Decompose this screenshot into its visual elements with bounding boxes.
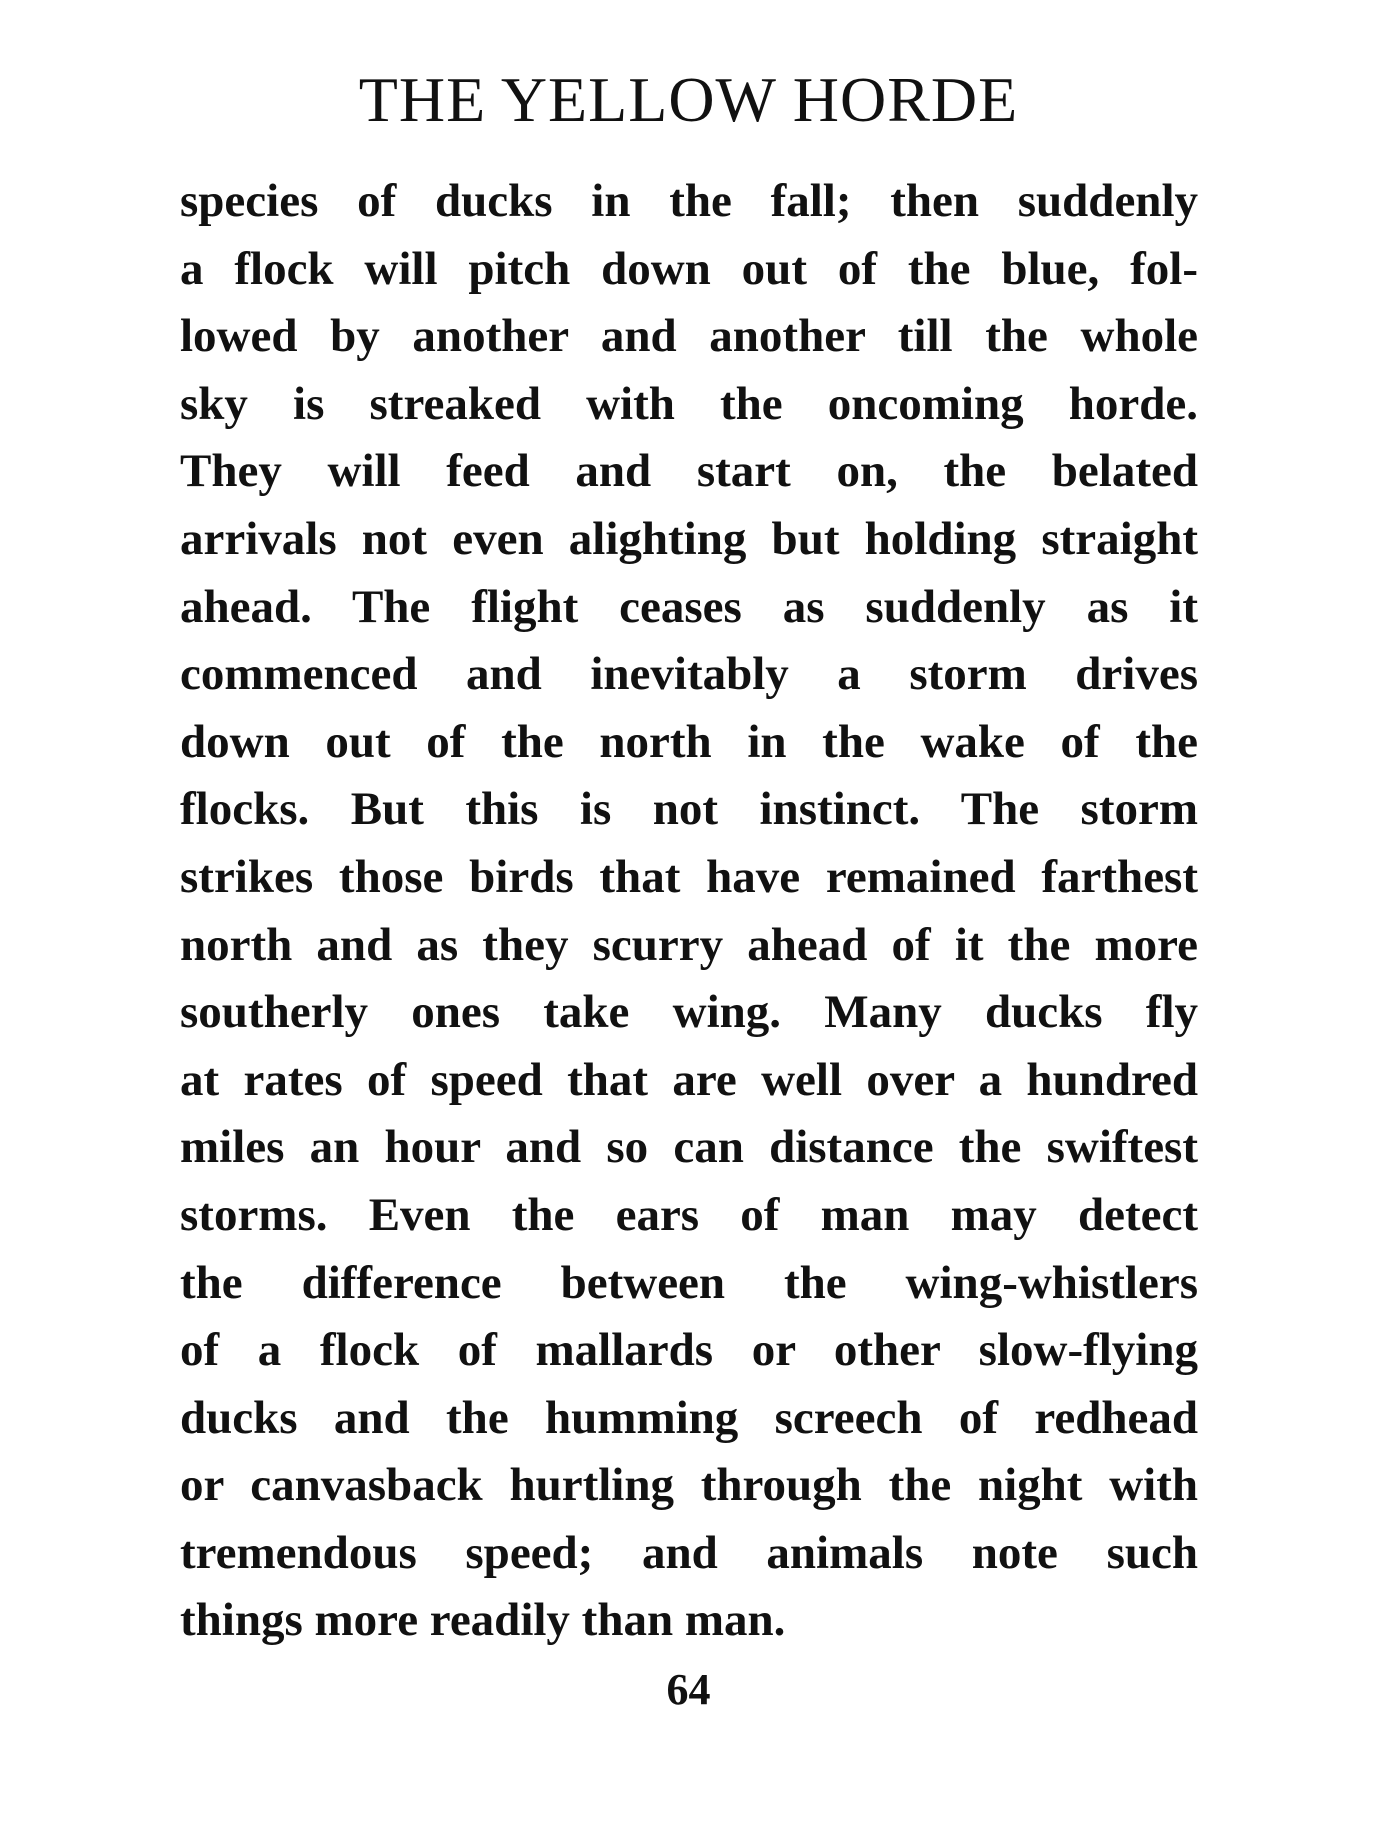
text-line: ducks and the humming screech of redhead xyxy=(180,1391,1198,1444)
text-line: flocks. But this is not instinct. The storm xyxy=(180,783,1198,836)
text-line: at rates of speed that are well over a hundred xyxy=(180,1053,1198,1106)
text-line: strikes those birds that have remained farthest xyxy=(180,850,1198,903)
text-line: They will feed and start on, the belated xyxy=(180,445,1198,498)
text-line: the difference between the wing-whistlers xyxy=(180,1256,1198,1309)
text-line: arrivals not even alighting but holding straight xyxy=(180,512,1198,565)
text-line-last: things more readily than man. xyxy=(180,1594,786,1647)
text-line: of a flock of mallards or other slow-flying xyxy=(180,1324,1198,1377)
text-line: sky is streaked with the oncoming horde. xyxy=(180,377,1198,430)
text-line: tremendous speed; and animals note such xyxy=(180,1526,1198,1579)
text-line: miles an hour and so can distance the swiftest xyxy=(180,1121,1198,1174)
text-line: down out of the north in the wake of the xyxy=(180,715,1198,768)
text-line: a flock will pitch down out of the blue, fol- xyxy=(180,242,1198,295)
text-line: ahead. The flight ceases as suddenly as it xyxy=(180,580,1198,633)
body-text xyxy=(180,168,1198,1655)
text-line: lowed by another and another till the whole xyxy=(180,310,1198,363)
running-head: THE YELLOW HORDE xyxy=(358,64,1019,135)
text-line: commenced and inevitably a storm drives xyxy=(180,648,1198,701)
text-line: north and as they scurry ahead of it the more xyxy=(180,918,1198,971)
page-number: 64 xyxy=(666,1665,711,1714)
text-line: southerly ones take wing. Many ducks fly xyxy=(180,986,1198,1039)
text-line: storms. Even the ears of man may detect xyxy=(180,1188,1198,1241)
text-line: or canvasback hurtling through the night with xyxy=(180,1459,1198,1512)
text-line: species of ducks in the fall; then suddenly xyxy=(180,175,1198,227)
